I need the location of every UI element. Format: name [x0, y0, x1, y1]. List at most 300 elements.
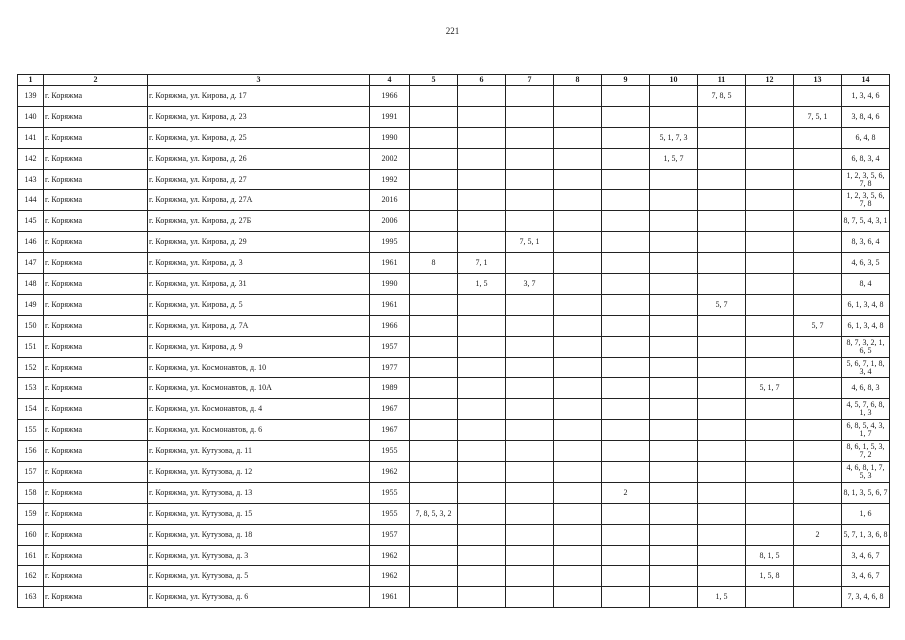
table-cell-col-2: г. Коряжма [44, 441, 148, 462]
table-cell-col-9 [602, 420, 650, 441]
table-cell-col-11 [698, 566, 746, 587]
table-cell-col-6 [458, 378, 506, 399]
table-cell-col-3: г. Коряжма, ул. Космонавтов, д. 10А [148, 378, 370, 399]
table-cell-col-3: г. Коряжма, ул. Кутузова, д. 12 [148, 462, 370, 483]
table-cell-col-14: 8, 7, 5, 4, 3, 1 [842, 211, 890, 232]
column-header-12: 12 [746, 75, 794, 86]
table-cell-col-2: г. Коряжма [44, 420, 148, 441]
table-cell-col-5 [410, 336, 458, 357]
table-cell-col-11 [698, 232, 746, 253]
table-cell-col-2: г. Коряжма [44, 106, 148, 127]
table-cell-col-5 [410, 441, 458, 462]
table-cell-col-11 [698, 378, 746, 399]
table-cell-col-11 [698, 441, 746, 462]
table-cell-col-11 [698, 253, 746, 274]
table-cell-col-5 [410, 148, 458, 169]
table-cell-col-8 [554, 545, 602, 566]
table-row [18, 86, 890, 107]
table-cell-col-7 [506, 545, 554, 566]
table-cell-col-2: г. Коряжма [44, 357, 148, 378]
table-cell-col-2: г. Коряжма [44, 524, 148, 545]
table-cell-col-2: г. Коряжма [44, 127, 148, 148]
table-cell-col-12 [746, 232, 794, 253]
table-cell-col-6 [458, 399, 506, 420]
table-cell-col-9 [602, 566, 650, 587]
table-cell-col-7 [506, 462, 554, 483]
table-cell-col-9 [602, 253, 650, 274]
table-cell-col-4: 1962 [370, 462, 410, 483]
table-cell-col-5 [410, 545, 458, 566]
table-cell-col-3: г. Коряжма, ул. Кутузова, д. 6 [148, 587, 370, 608]
table-cell-col-10 [650, 441, 698, 462]
table-cell-col-3: г. Коряжма, ул. Кирова, д. 27 [148, 169, 370, 190]
table-cell-col-10 [650, 190, 698, 211]
table-cell-col-1: 140 [18, 106, 44, 127]
table-cell-col-12 [746, 399, 794, 420]
table-cell-col-7 [506, 441, 554, 462]
table-cell-col-3: г. Коряжма, ул. Кирова, д. 26 [148, 148, 370, 169]
table-cell-col-14: 8, 3, 6, 4 [842, 232, 890, 253]
table-cell-col-4: 1990 [370, 127, 410, 148]
table-cell-col-1: 141 [18, 127, 44, 148]
table-cell-col-13 [794, 148, 842, 169]
table-cell-col-10 [650, 566, 698, 587]
table-cell-col-1: 139 [18, 86, 44, 107]
table-cell-col-9 [602, 232, 650, 253]
table-cell-col-4: 1955 [370, 441, 410, 462]
table-cell-col-11: 5, 7 [698, 294, 746, 315]
table-cell-col-13 [794, 420, 842, 441]
table-cell-col-9 [602, 545, 650, 566]
table-cell-col-3: г. Коряжма, ул. Космонавтов, д. 4 [148, 399, 370, 420]
table-cell-col-1: 158 [18, 482, 44, 503]
table-cell-col-3: г. Коряжма, ул. Кирова, д. 25 [148, 127, 370, 148]
table-cell-col-13: 5, 7 [794, 315, 842, 336]
table-cell-col-1: 150 [18, 315, 44, 336]
table-cell-col-7 [506, 106, 554, 127]
table-cell-col-12 [746, 482, 794, 503]
table-cell-col-10 [650, 378, 698, 399]
table-cell-col-5 [410, 524, 458, 545]
table-cell-col-4: 2016 [370, 190, 410, 211]
table-cell-col-9 [602, 106, 650, 127]
column-header-1: 1 [18, 75, 44, 86]
table-cell-col-4: 1991 [370, 106, 410, 127]
table-cell-col-10: 1, 5, 7 [650, 148, 698, 169]
table-cell-col-6 [458, 566, 506, 587]
table-cell-col-7: 7, 5, 1 [506, 232, 554, 253]
table-cell-col-1: 148 [18, 274, 44, 295]
table-cell-col-2: г. Коряжма [44, 148, 148, 169]
column-header-13: 13 [794, 75, 842, 86]
table-cell-col-12: 8, 1, 5 [746, 545, 794, 566]
table-cell-col-11: 7, 8, 5 [698, 86, 746, 107]
page-number: 221 [445, 26, 460, 36]
table-cell-col-6 [458, 441, 506, 462]
table-cell-col-7 [506, 190, 554, 211]
table-cell-col-14: 6, 4, 8 [842, 127, 890, 148]
table-cell-col-3: г. Коряжма, ул. Кутузова, д. 15 [148, 503, 370, 524]
table-cell-col-3: г. Коряжма, ул. Кутузова, д. 5 [148, 566, 370, 587]
table-cell-col-5 [410, 274, 458, 295]
table-cell-col-6: 1, 5 [458, 274, 506, 295]
table-cell-col-12 [746, 357, 794, 378]
table-cell-col-8 [554, 315, 602, 336]
table-cell-col-6 [458, 315, 506, 336]
table-cell-col-8 [554, 274, 602, 295]
table-cell-col-13 [794, 86, 842, 107]
table-cell-col-7 [506, 587, 554, 608]
table-cell-col-8 [554, 378, 602, 399]
table-row [18, 190, 890, 211]
table-cell-col-10 [650, 211, 698, 232]
table-row [18, 482, 890, 503]
table-cell-col-3: г. Коряжма, ул. Кирова, д. 31 [148, 274, 370, 295]
table-cell-col-13 [794, 169, 842, 190]
table-cell-col-11 [698, 127, 746, 148]
table-cell-col-13 [794, 127, 842, 148]
table-cell-col-7 [506, 524, 554, 545]
table-cell-col-9: 2 [602, 482, 650, 503]
table-cell-col-8 [554, 253, 602, 274]
table-cell-col-13 [794, 211, 842, 232]
table-cell-col-14: 6, 8, 5, 4, 3, 1, 7 [842, 420, 890, 441]
table-cell-col-1: 156 [18, 441, 44, 462]
table-header-row [18, 75, 890, 86]
table-cell-col-11 [698, 274, 746, 295]
table-cell-col-7 [506, 211, 554, 232]
table-cell-col-2: г. Коряжма [44, 232, 148, 253]
table-cell-col-4: 1989 [370, 378, 410, 399]
table-cell-col-5 [410, 378, 458, 399]
table-row [18, 211, 890, 232]
table-cell-col-6: 7, 1 [458, 253, 506, 274]
table-cell-col-2: г. Коряжма [44, 399, 148, 420]
column-header-8: 8 [554, 75, 602, 86]
table-cell-col-3: г. Коряжма, ул. Кирова, д. 17 [148, 86, 370, 107]
table-cell-col-11 [698, 503, 746, 524]
table-cell-col-10 [650, 86, 698, 107]
table-cell-col-13 [794, 545, 842, 566]
table-cell-col-12 [746, 127, 794, 148]
table-cell-col-5: 8 [410, 253, 458, 274]
table-cell-col-12 [746, 336, 794, 357]
table-cell-col-12 [746, 211, 794, 232]
table-cell-col-11 [698, 315, 746, 336]
table-cell-col-4: 1961 [370, 587, 410, 608]
table-row [18, 420, 890, 441]
table-row [18, 357, 890, 378]
table-cell-col-14: 7, 3, 4, 6, 8 [842, 587, 890, 608]
table-cell-col-3: г. Коряжма, ул. Кирова, д. 3 [148, 253, 370, 274]
table-cell-col-6 [458, 482, 506, 503]
table-cell-col-13 [794, 482, 842, 503]
table-cell-col-3: г. Коряжма, ул. Космонавтов, д. 6 [148, 420, 370, 441]
table-cell-col-2: г. Коряжма [44, 566, 148, 587]
table-cell-col-6 [458, 127, 506, 148]
table-cell-col-8 [554, 127, 602, 148]
table-cell-col-10 [650, 545, 698, 566]
housing-table [17, 74, 890, 608]
table-cell-col-1: 146 [18, 232, 44, 253]
table-cell-col-4: 2006 [370, 211, 410, 232]
table-cell-col-10 [650, 315, 698, 336]
table-row [18, 441, 890, 462]
table-cell-col-9 [602, 587, 650, 608]
column-header-6: 6 [458, 75, 506, 86]
table-cell-col-4: 1977 [370, 357, 410, 378]
table-cell-col-11 [698, 524, 746, 545]
table-cell-col-8 [554, 524, 602, 545]
table-row [18, 315, 890, 336]
table-cell-col-9 [602, 357, 650, 378]
table-cell-col-9 [602, 148, 650, 169]
table-cell-col-3: г. Коряжма, ул. Кирова, д. 27А [148, 190, 370, 211]
table-cell-col-10 [650, 482, 698, 503]
table-row [18, 566, 890, 587]
table-cell-col-10 [650, 232, 698, 253]
table-cell-col-5 [410, 566, 458, 587]
table-cell-col-8 [554, 294, 602, 315]
table-cell-col-13 [794, 566, 842, 587]
table-cell-col-4: 1967 [370, 399, 410, 420]
table-cell-col-10 [650, 274, 698, 295]
table-cell-col-12 [746, 106, 794, 127]
table-cell-col-11 [698, 169, 746, 190]
table-cell-col-6 [458, 86, 506, 107]
table-cell-col-7 [506, 127, 554, 148]
table-cell-col-13 [794, 378, 842, 399]
table-cell-col-7 [506, 315, 554, 336]
table-cell-col-13 [794, 232, 842, 253]
table-cell-col-13 [794, 441, 842, 462]
table-cell-col-6 [458, 587, 506, 608]
table-cell-col-11 [698, 482, 746, 503]
table-cell-col-1: 154 [18, 399, 44, 420]
table-cell-col-4: 1995 [370, 232, 410, 253]
table-cell-col-7 [506, 503, 554, 524]
table-cell-col-4: 1957 [370, 524, 410, 545]
table-cell-col-14: 1, 3, 4, 6 [842, 86, 890, 107]
table-cell-col-2: г. Коряжма [44, 211, 148, 232]
table-cell-col-5 [410, 420, 458, 441]
table-cell-col-10 [650, 253, 698, 274]
table-cell-col-1: 152 [18, 357, 44, 378]
table-cell-col-8 [554, 566, 602, 587]
table-cell-col-11 [698, 211, 746, 232]
table-cell-col-12 [746, 441, 794, 462]
table-cell-col-9 [602, 462, 650, 483]
table-cell-col-7 [506, 357, 554, 378]
table-cell-col-7 [506, 86, 554, 107]
table-cell-col-1: 163 [18, 587, 44, 608]
table-cell-col-9 [602, 127, 650, 148]
table-cell-col-10 [650, 462, 698, 483]
table-cell-col-1: 145 [18, 211, 44, 232]
table-cell-col-4: 1992 [370, 169, 410, 190]
table-cell-col-4: 1966 [370, 86, 410, 107]
table-cell-col-5 [410, 587, 458, 608]
table-cell-col-6 [458, 106, 506, 127]
table-cell-col-6 [458, 294, 506, 315]
table-cell-col-5 [410, 357, 458, 378]
table-cell-col-12 [746, 274, 794, 295]
table-cell-col-4: 1961 [370, 294, 410, 315]
table-cell-col-9 [602, 315, 650, 336]
table-row [18, 148, 890, 169]
table-cell-col-3: г. Коряжма, ул. Кирова, д. 7А [148, 315, 370, 336]
table-cell-col-5: 7, 8, 5, 3, 2 [410, 503, 458, 524]
table-cell-col-3: г. Коряжма, ул. Кутузова, д. 11 [148, 441, 370, 462]
table-cell-col-7 [506, 294, 554, 315]
table-cell-col-12 [746, 420, 794, 441]
table-cell-col-6 [458, 148, 506, 169]
table-cell-col-3: г. Коряжма, ул. Кирова, д. 29 [148, 232, 370, 253]
table-cell-col-10 [650, 399, 698, 420]
table-row [18, 127, 890, 148]
column-header-7: 7 [506, 75, 554, 86]
table-cell-col-14: 1, 2, 3, 5, 6, 7, 8 [842, 190, 890, 211]
table-row [18, 336, 890, 357]
table-cell-col-1: 160 [18, 524, 44, 545]
table-cell-col-7 [506, 169, 554, 190]
table-cell-col-5 [410, 190, 458, 211]
table-cell-col-7 [506, 253, 554, 274]
table-cell-col-3: г. Коряжма, ул. Кирова, д. 23 [148, 106, 370, 127]
table-cell-col-11 [698, 357, 746, 378]
table-cell-col-12: 1, 5, 8 [746, 566, 794, 587]
table-cell-col-8 [554, 503, 602, 524]
table-cell-col-13: 7, 5, 1 [794, 106, 842, 127]
table-cell-col-9 [602, 503, 650, 524]
table-cell-col-6 [458, 503, 506, 524]
table-row [18, 503, 890, 524]
table-cell-col-14: 8, 6, 1, 5, 3, 7, 2 [842, 441, 890, 462]
table-row [18, 232, 890, 253]
table-cell-col-8 [554, 211, 602, 232]
table-cell-col-2: г. Коряжма [44, 190, 148, 211]
table-cell-col-1: 147 [18, 253, 44, 274]
table-cell-col-9 [602, 378, 650, 399]
table-cell-col-8 [554, 148, 602, 169]
column-header-2: 2 [44, 75, 148, 86]
table-cell-col-12 [746, 462, 794, 483]
table-cell-col-13 [794, 253, 842, 274]
table-cell-col-8 [554, 441, 602, 462]
table-cell-col-2: г. Коряжма [44, 482, 148, 503]
table-cell-col-8 [554, 190, 602, 211]
table-cell-col-8 [554, 482, 602, 503]
table-cell-col-4: 1966 [370, 315, 410, 336]
table-cell-col-1: 143 [18, 169, 44, 190]
table-cell-col-8 [554, 357, 602, 378]
table-cell-col-4: 2002 [370, 148, 410, 169]
table-cell-col-1: 142 [18, 148, 44, 169]
table-cell-col-5 [410, 315, 458, 336]
table-cell-col-10: 5, 1, 7, 3 [650, 127, 698, 148]
table-body [18, 86, 890, 608]
table-cell-col-1: 161 [18, 545, 44, 566]
table-cell-col-14: 8, 1, 3, 5, 6, 7 [842, 482, 890, 503]
table-row [18, 106, 890, 127]
table-cell-col-2: г. Коряжма [44, 315, 148, 336]
table-cell-col-2: г. Коряжма [44, 253, 148, 274]
table-cell-col-4: 1961 [370, 253, 410, 274]
table-cell-col-11 [698, 462, 746, 483]
table-cell-col-6 [458, 357, 506, 378]
table-cell-col-9 [602, 211, 650, 232]
table-cell-col-13 [794, 587, 842, 608]
table-cell-col-2: г. Коряжма [44, 294, 148, 315]
table-cell-col-7 [506, 378, 554, 399]
table-cell-col-14: 5, 7, 1, 3, 6, 8 [842, 524, 890, 545]
table-cell-col-6 [458, 336, 506, 357]
table-cell-col-2: г. Коряжма [44, 336, 148, 357]
table-cell-col-13 [794, 399, 842, 420]
table-cell-col-10 [650, 420, 698, 441]
table-cell-col-10 [650, 106, 698, 127]
table-cell-col-14: 3, 4, 6, 7 [842, 566, 890, 587]
table-row [18, 545, 890, 566]
table-cell-col-8 [554, 106, 602, 127]
table-cell-col-2: г. Коряжма [44, 503, 148, 524]
table-cell-col-5 [410, 106, 458, 127]
table-cell-col-12: 5, 1, 7 [746, 378, 794, 399]
table-cell-col-10 [650, 336, 698, 357]
table-cell-col-2: г. Коряжма [44, 545, 148, 566]
table-cell-col-12 [746, 587, 794, 608]
table-cell-col-13 [794, 190, 842, 211]
table-cell-col-14: 3, 4, 6, 7 [842, 545, 890, 566]
table-cell-col-6 [458, 420, 506, 441]
table-cell-col-3: г. Коряжма, ул. Кутузова, д. 13 [148, 482, 370, 503]
table-cell-col-3: г. Коряжма, ул. Кирова, д. 9 [148, 336, 370, 357]
table-cell-col-6 [458, 545, 506, 566]
table-cell-col-9 [602, 169, 650, 190]
table-cell-col-1: 159 [18, 503, 44, 524]
table-cell-col-3: г. Коряжма, ул. Кирова, д. 27Б [148, 211, 370, 232]
table-cell-col-1: 153 [18, 378, 44, 399]
table-cell-col-11 [698, 190, 746, 211]
table-cell-col-14: 3, 8, 4, 6 [842, 106, 890, 127]
table-cell-col-8 [554, 420, 602, 441]
table-cell-col-6 [458, 462, 506, 483]
table-cell-col-3: г. Коряжма, ул. Кутузова, д. 18 [148, 524, 370, 545]
table-cell-col-5 [410, 399, 458, 420]
table-cell-col-9 [602, 399, 650, 420]
table-cell-col-1: 149 [18, 294, 44, 315]
table-cell-col-13 [794, 336, 842, 357]
table-cell-col-8 [554, 462, 602, 483]
table-cell-col-5 [410, 482, 458, 503]
table-cell-col-13 [794, 294, 842, 315]
table-cell-col-5 [410, 462, 458, 483]
table-cell-col-14: 4, 6, 8, 3 [842, 378, 890, 399]
table-cell-col-2: г. Коряжма [44, 378, 148, 399]
table-cell-col-4: 1957 [370, 336, 410, 357]
table-cell-col-7 [506, 482, 554, 503]
table-cell-col-8 [554, 587, 602, 608]
table-cell-col-7 [506, 566, 554, 587]
table-cell-col-10 [650, 503, 698, 524]
table-cell-col-7 [506, 399, 554, 420]
table-cell-col-14: 6, 1, 3, 4, 8 [842, 294, 890, 315]
table-cell-col-12 [746, 294, 794, 315]
table-cell-col-14: 8, 4 [842, 274, 890, 295]
column-header-11: 11 [698, 75, 746, 86]
table-cell-col-7 [506, 148, 554, 169]
table-cell-col-4: 1955 [370, 482, 410, 503]
